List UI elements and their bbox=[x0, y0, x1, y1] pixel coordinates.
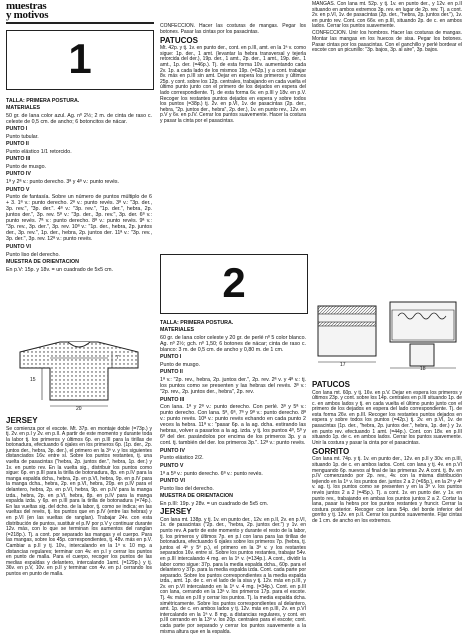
pattern2-jersey-title: JERSEY bbox=[160, 507, 192, 517]
pattern1-fig-label-2: 7 bbox=[116, 355, 119, 361]
pattern2-block-text: Con lana. 1ª y 2ª v.: punto derecho. Con perlé. 3ª y 5ª v.: punto derecho. Con lana. 5ª, 6ª, 7ª y 9ª v.: punto derecho. 8ª v.: punto revés. 10ª v.: punto revés echando en cada punto 2 veces la hebra. 11ª v.: "pasar 6p. a la ag. dcha. estirando las hebras, volver a pasarlos a la ag. izda. y tj. los puntos 4º, 5º y 6º del der. pasándolos por encima de los primeros 3p. y a cont. tj. también del der. los primeros 3p.". 12ª v.: punto revés. bbox=[160, 404, 306, 447]
pattern-number-1: 1 bbox=[68, 35, 92, 82]
pattern2-block-heading: PUNTO VI bbox=[160, 478, 185, 485]
pattern1-block-text: Punto elástico 1/1 retorcido. bbox=[6, 148, 72, 155]
pattern2-block-text: Punto de musgo. bbox=[160, 361, 201, 368]
pattern1-block-text: 1ª y 2ª v.: punto derecho. 3ª y 4ª v.: punto revés. bbox=[6, 179, 120, 186]
pattern-number-box-1 bbox=[6, 30, 154, 90]
pattern1-schematic bbox=[14, 338, 144, 412]
pattern2-block-heading: PUNTO III bbox=[160, 396, 185, 403]
pattern1-fig-label-3: 20 bbox=[76, 406, 82, 412]
pattern1-intro: TALLA: PRIMERA POSTURA. bbox=[6, 97, 80, 104]
pattern1-jersey-text: Se comienza por el escote. Mt. 37p. en montaje doble (=73p.) y tj. 2v. en p.I y 2v. en p.II. A partir de este momento y durante toda la labor tj. los primeros y últimos 6p. en p.III para la tirillas de botonadura, efectuando 6 ojales en los primeros 6p. (1p. der., 2p. juntos der., hebra, 3p. der.), el primero en la 3ª v. y los siguientes distanciados 16v. entre sí. Sobre los puntos restantes, tj. una vuelta de pasacintas ("hebra, 2p. juntos der.", hebra, 1p. der.) y 1v. en punto rev. En la vuelta sig., distribuir los puntos como sigue: 6p. en p.III para la tirilla de botonadura, 8p. en p.IV para la manga espalda dcha., hebra, 2p. en p.VI, hebra, 9p. en p.IV para la manga dcha., hebra, 2p. en p.VI, hebra, 20p. en p.IV para el delantero, hebra, 2p. en p.VI, hebra, 9p. en p.IV para la manga izda., hebra, 2p. en p.VI, hebra, 8p. en p.IV para la manga espalda izda. y 6p. en p.III para la tirilla de botonadura (=74p.). En las vueltas sig. del dcho. de la labor, tj. como se indica; en las vueltas del revés, tj. los puntos que en p.IV (entre las hebras) y en p.VI (en las vueltas de ranglan). Trabajar 24v. con esta distribución de puntos, sustituir el p.IV por p.V y continuar durante 12v. más, con lo que se terminan los aumentos del ranglan (=218p.). Tj. a cont. por separado las mangas y el cuerpo. Para las mangas, sobre los 45p. correspondientes, tj. 48v. más en p.V. Cambiar a p.II y tj. 10v., intercalando en la 1ª v. 10 mg. a distancias regulares; terminar con 4v. en p.I y cerrar los puntos en punto de malla. Para el cuerpo, recoger los puntos de las medias espaldas y delantero, intercalando 1amt. (=129p.) y tj. 36v. en p.V, 10v. en p.II y terminar con 4v. en p.I cerrando los puntos en punto de malla. bbox=[6, 425, 152, 577]
brand-rule bbox=[6, 22, 154, 24]
pattern2-gorrito-text: Con lana mt. 74p. y tj. 1v. en punto der., 12v. en p.II y 30v. en p.III, situando 1p. de c. en ambos lados. Cont. con lana y tj. 4v. en p.VI menguando 6p. nuevos al final de las primeras 2v. A cont. tj. 8v. en p.IV comenzando por 2p. rev., 4v. con la misma distribución tejiendo en la 1ª v. los puntos der. juntos 2 a 2 (=65p.), en la 2ª y 4ª v. ag. tj. los puntos como se presenten y en la 3ª v. los puntos revés juntos 2 a 2 (=45p.). Tj. a cont. 1v. en punto der. y 1v. en punto rev., trabajando en ambas los puntos juntos 2 a 2. Cortar la lana, pasar la hebra por los puntos restantes y fruncir. Cerrar la costura posterior. Recoger con lana 54p. del borde inferior del gorrito y tj. 12v. en p.II. Cerrar los puntos suavemente. Fijar cintas de 1 cm. de ancho en los extremos. bbox=[312, 456, 462, 524]
pattern2-block-text: 1ª a 5ª v.: punto derecho. 6ª v.: punto revés. bbox=[160, 470, 263, 477]
pattern2-column bbox=[160, 318, 306, 635]
pattern2-block-heading: PUNTO I bbox=[160, 354, 182, 361]
pattern1-block-text: Punto tubular. bbox=[6, 133, 39, 140]
pattern1-jersey-column bbox=[6, 416, 152, 579]
pattern1-block-text: Punto de fantasía. Sobre un número de puntos múltiplo de 6 + 3. 1ª v.: punto derecho. 2ª v.: punto revés. 3ª v.: "3p. der., 3p. rev.", "3p. der.". 4ª v.: "3p. rev.", "1p. der.", hebra, 2p. juntos der.", 3p. rev. 5ª v.: "3p. der., 3p. rev.", 3p. der. 6ª v.: punto revés. 7ª v.: punto derecho. 8ª v.: punto revés. 9ª v.: "3p. rev., 3p. der.", 3p. rev. 10ª v.: "1p. der., hebra, 2p. juntos der., 3p. rev.", 1p. der., hebra, 2p. juntos der. 11ª v.: "3p. rev., 3p. der.", 3p. rev. 12ª v.: punto revés. bbox=[6, 194, 152, 243]
pattern1-block-heading: PUNTO II bbox=[6, 141, 29, 148]
brand-line-2: y motivos bbox=[6, 9, 49, 21]
brand-logo bbox=[6, 2, 48, 20]
pattern1-column bbox=[6, 96, 152, 274]
pattern2-fig-label-1: 17 bbox=[340, 362, 346, 368]
pattern2-patucos-column bbox=[312, 380, 462, 526]
pattern1-block-text: Punto liso del derecho. bbox=[6, 251, 60, 258]
pattern1-jersey-title: JERSEY bbox=[6, 416, 38, 425]
pattern2-block-text: 60 gr. de lana color celeste y 20 gr. de perlé nº 5 color blanco. Ag. nº 2½; gch. nº 1,50; 6 botones de nácar; cinta de raso c. blanco: 3 m. de 0,5 cm. de ancho y 0,80 m. de 1 cm. bbox=[160, 334, 306, 353]
pattern2-blocks bbox=[160, 327, 306, 507]
pattern-number-box-2 bbox=[160, 254, 308, 314]
pattern2-block-text: En p.III: 19p. y 28v. = un cuadrado de 5x5 cm. bbox=[160, 500, 269, 507]
pattern2-schematic bbox=[312, 300, 462, 374]
pattern2-block-heading: PUNTO IV bbox=[160, 447, 185, 454]
pattern1-block-heading: PUNTO VI bbox=[6, 243, 31, 250]
pattern1-continuation bbox=[160, 24, 306, 126]
pattern2-block-heading: MUESTRA DE ORIENTACION bbox=[160, 493, 233, 500]
pattern2-confeccion: CONFECCION. Unir los hombros. Hacer las costuras de mangas. Montar las mangas en los huecos de sisa. Pegar los botones. Pasar cintas por los pasacintas. Con el ganchillo y perlé bordear el escote con un picunillo: "3p. bajos, 3p. al aire", 3p. bajos. bbox=[312, 30, 462, 54]
pattern1-block-text: En p.V: 15p. y 18v. = un cuadrado de 5x5 cm. bbox=[6, 266, 114, 273]
pattern2-jersey-text: Con lana mt. 138p. y tj. 1v. en punto der., 12v. en p.II, 2v. en p.VI, 1v. de pasacintas ("2p. der., "hebra, 2p. juntos der.") y 1v. en punto rev. A partir de este momento y durante el resto de la labor, tj. los primeros y últimos 7p. en p.I con lana para las tirillas de botonadura, efectuando 6 ojales sobre los primeros 7p. (hebra, tj. juntos el 4º y 5º p.), el primero en la 3ª v. y los restantes separados 16v. entre sí. Sobre los puntos restantes, trabajar 54v. en p.III intercalando 4 mg. en la 1ª v. (=134p.). A cont., dividir la labor como sigue: 37p. para la media espalda dcha., 60p. para el delantero y 37p. para la media espalda izda. Cont. cada parte por separado. Sobre los puntos correspondientes a la media espalda izda., amt. 1p. de c. en el lado de la sisa y tj. 12v. más en p.III, y 2v. en p.VI intercalando en la 1ª v. 4 mg. (=34p.). Cont. en p.III con lana, cerrando en la 13ª v. los primeros 17p. para el escote. Tj. 4v. más en p.III y cerrar los puntos. Tj. la media espalda dcha. simétricamente. Sobre los puntos correspondientes al delantero, amt. 1p. de c. en ambos lados y tj. 12v. más en p.III, 2v. en p.VI intercalando en la 1ª v. 8 mg. a distancias regulares, y cont. en p.III cerrando en la 13ª v. los 20p. centrales para el escote; cont. cada parte por separado y cerrar los puntos suavemente a la misma altura que en la espalda. bbox=[160, 516, 306, 635]
pattern2-patucos-text: Con lana mt. 60p. y tj. 16v. en p.V. Dejar en espera los primeros y últimos 23p. y cont. sobre los 14p. centrales en p.III situando 1p. de c. en ambos lados y tj. en cada vuelta el último punto junto con el primero de los dejados en espera del lado correspondiente. Tj. de esta forma 26v. en p.III. Recoger los restantes puntos dejados en espera y sobre todos los puntos (=42p.) tj. 2v. en p.VI, 1v. de pasacintas (1p. der., "hebra, 2p. juntos der.", hebra, 1p. der.) y 1v. en punto rev. efectuando 1 amt. (=44p.). Cont. con 18v. en p.III situando 1p. de c. en ambos lados. Cerrar los puntos suavemente. Unir la costura y pasar la cinta por el pasacintas. bbox=[312, 389, 462, 446]
pattern1-fig-label-1: 15 bbox=[30, 377, 36, 383]
pattern2-gorrito-title: GORRITO bbox=[312, 446, 350, 456]
pattern2-intro: TALLA: PRIMERA POSTURA. bbox=[160, 319, 234, 326]
pattern1-block-text: Punto de musgo. bbox=[6, 163, 47, 170]
pattern1-block-heading: MUESTRA DE ORIENTACION bbox=[6, 259, 79, 266]
pattern1-patucos-title: PATUCOS bbox=[160, 35, 198, 45]
pattern1-patucos-text: Mt. 42p. y tj. 1v. en punto der., cont. en p.III, amt. en la 1ª v. como sigue: 1p. der., 1 amt. (levantar la hebra transversal y tejerla retorcida del der.), 19p. der., 1 amt., 2p. der., 1 amt., 19p. der., 1 amt., 1p. der. (=46p.). Tj. de esta forma 10v. aumentando cada 2v. 1p. a cada lado de los mismos 19p. (=62p.) y a cont. trabajar 8v. más en p.III sin amt. Dejar en espera los primeros y últimos 25p. y cont. sobre los 12p. centrales, trabajando en cada vuelta el último punto junto con el primero de los dejados en espera del lado correspondiente. Tj. de esta forma 6v. en p.III y 18v. en p.V. Recoger los restantes puntos dejados en espera y sobre todos los puntos (=38p.) tj. 2v. en p.VI, 1v. de pasacintas (2p. der., hebra, "2p. juntos der., hebra", 2p. der.), 1v. en punto rev., 12v. en p.V y 6v. en p.IV. Cerrar los puntos suavemente. Hacer la costura y pasar la cinta por el pasacintas. bbox=[160, 45, 306, 124]
pattern2-block-text: Punto elástico 2/2. bbox=[160, 455, 204, 462]
pattern2-block-heading: PUNTO II bbox=[160, 369, 183, 376]
pattern1-block-heading: PUNTO III bbox=[6, 156, 31, 163]
pattern2-block-text: Punto liso del derecho. bbox=[160, 485, 214, 492]
pattern1-block-heading: PUNTO IV bbox=[6, 171, 31, 178]
pattern2-block-text: 1ª v.: "2p. rev., hebra, 2p. juntos der.", 2p. rev. 2ª v. y 4ª v.: tj. los puntos como se presenten y las hebras del revés. 3ª v.: "2p. rev., 2p. juntos der., hebra", 2p. rev. bbox=[160, 376, 306, 395]
pattern1-block-text: 50 gr. de lana color azul. Ag. nº 2½; 2 m. de cinta de raso c. celeste de 0,5 cm. de ancho; 6 botoncitos de nácar. bbox=[6, 112, 152, 125]
pattern2-block-heading: PUNTO V bbox=[160, 462, 184, 469]
pattern2-continuation bbox=[312, 2, 462, 55]
pattern-number-2: 2 bbox=[222, 259, 246, 306]
pattern2-patucos-title: PATUCOS bbox=[312, 380, 350, 389]
pattern1-confeccion: CONFECCION. Hacer las costuras de mangas. Pegar los botones. Pasar las cintas por los pasacintas. bbox=[160, 23, 306, 35]
pattern2-block-heading: MATERIALES bbox=[160, 327, 195, 334]
pattern1-block-heading: PUNTO I bbox=[6, 126, 28, 133]
pattern1-blocks bbox=[6, 105, 152, 273]
pattern1-block-heading: PUNTO V bbox=[6, 186, 30, 193]
pattern2-fig-label-2: 18 bbox=[420, 366, 426, 372]
brand-line-1: muestras bbox=[6, 0, 47, 12]
pattern1-block-heading: MATERIALES bbox=[6, 105, 41, 112]
pattern2-mangas: MANGAS. Con lana mt. 52p. y tj. 1v. en punto der., y 12v. en p.II situando en ambos extremos 3p. rev. en lugar de 2p. rev. Tj. a cont. 2v. en p.VI, 1v. de pasacintas (2p. der., "hebra, 2p. juntos der."), 1v. en punto rev. Cont. con 66v. en p.III, situando 2p. de c. en ambos lados. Cerrar los puntos suavemente. bbox=[312, 1, 462, 30]
